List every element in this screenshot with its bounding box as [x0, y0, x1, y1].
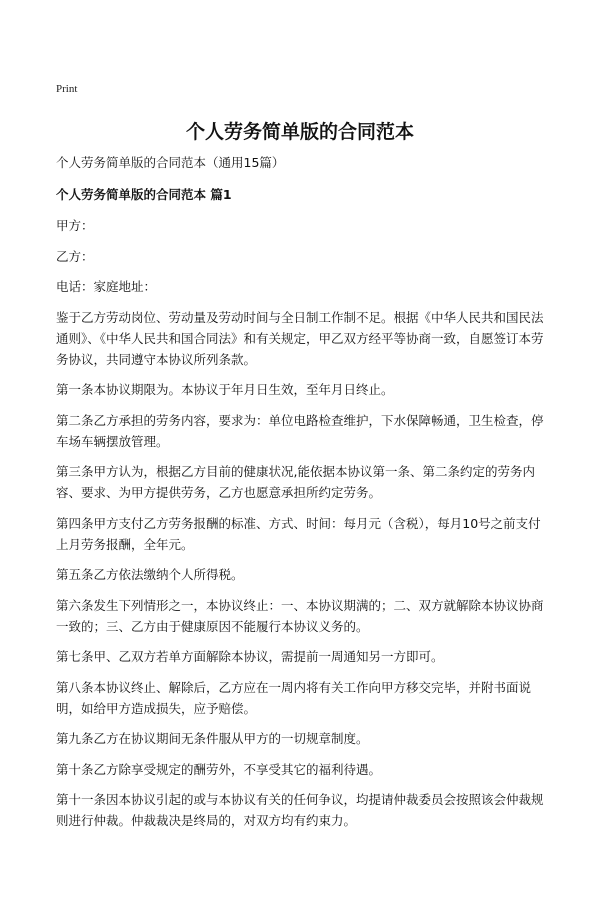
clause-4: 第四条甲方支付乙方劳务报酬的标准、方式、时间：每月元（含税），每月10号之前支付上月劳务报酬，全年元。 — [56, 515, 541, 552]
print-link[interactable]: Print — [56, 83, 78, 95]
clause-9: 第九条乙方在协议期间无条件服从甲方的一切规章制度。 — [56, 731, 369, 746]
clause-11: 第十一条因本协议引起的或与本协议有关的任何争议，均提请仲裁委员会按照该会仲裁规则进行仲裁。仲裁裁决是终局的，对双方均有约束力。 — [56, 792, 544, 828]
party-a-line: 甲方： — [56, 218, 94, 233]
clause-1: 第一条本协议期限为。本协议于年月日生效，至年月日终止。 — [56, 382, 394, 397]
page-title: 个人劳务简单版的合同范本 — [185, 121, 414, 143]
document-body — [56, 152, 552, 841]
preamble-paragraph: 鉴于乙方劳动岗位、劳动量及劳动时间与全日制工作制不足。根据《中华人民共和国民法通则》、《中华人民共和国合同法》和有关规定，甲乙双方经平等协商一致，自愿签订本劳务协议，共同遵守本协议所列条款。 — [56, 309, 544, 367]
clause-2: 第二条乙方承担的劳务内容，要求为：单位电路检查维护，下水保障畅通，卫生检查，停车场车辆摆放管理。 — [56, 412, 544, 449]
clause-6: 第六条发生下列情形之一，本协议终止：一、本协议期满的；二、双方就解除本协议协商一致的；三、乙方由于健康原因不能履行本协议义务的。 — [56, 597, 544, 634]
document-subtitle: 个人劳务简单版的合同范本（通用15篇） — [56, 155, 285, 170]
clause-8: 第八条本协议终止、解除后，乙方应在一周内将有关工作向甲方移交完毕，并附书面说明，如给甲方造成损失，应予赔偿。 — [56, 679, 532, 716]
party-b-line: 乙方： — [56, 248, 94, 264]
clause-10: 第十条乙方除享受规定的酬劳外，不享受其它的福利待遇。 — [56, 761, 382, 777]
clause-7: 第七条甲、乙双方若单方面解除本协议，需提前一周通知另一方即可。 — [56, 649, 444, 664]
clause-5: 第五条乙方依法缴纳个人所得税。 — [56, 567, 244, 582]
clause-3: 第三条甲方认为，根据乙方目前的健康状况,能依据本协议第一条、第二条约定的劳务内容、要求、为甲方提供劳务，乙方也愿意承担所约定劳务。 — [56, 464, 535, 500]
section-heading: 个人劳务简单版的合同范本 篇1 — [56, 187, 232, 202]
contact-line: 电话：家庭地址： — [56, 279, 157, 294]
